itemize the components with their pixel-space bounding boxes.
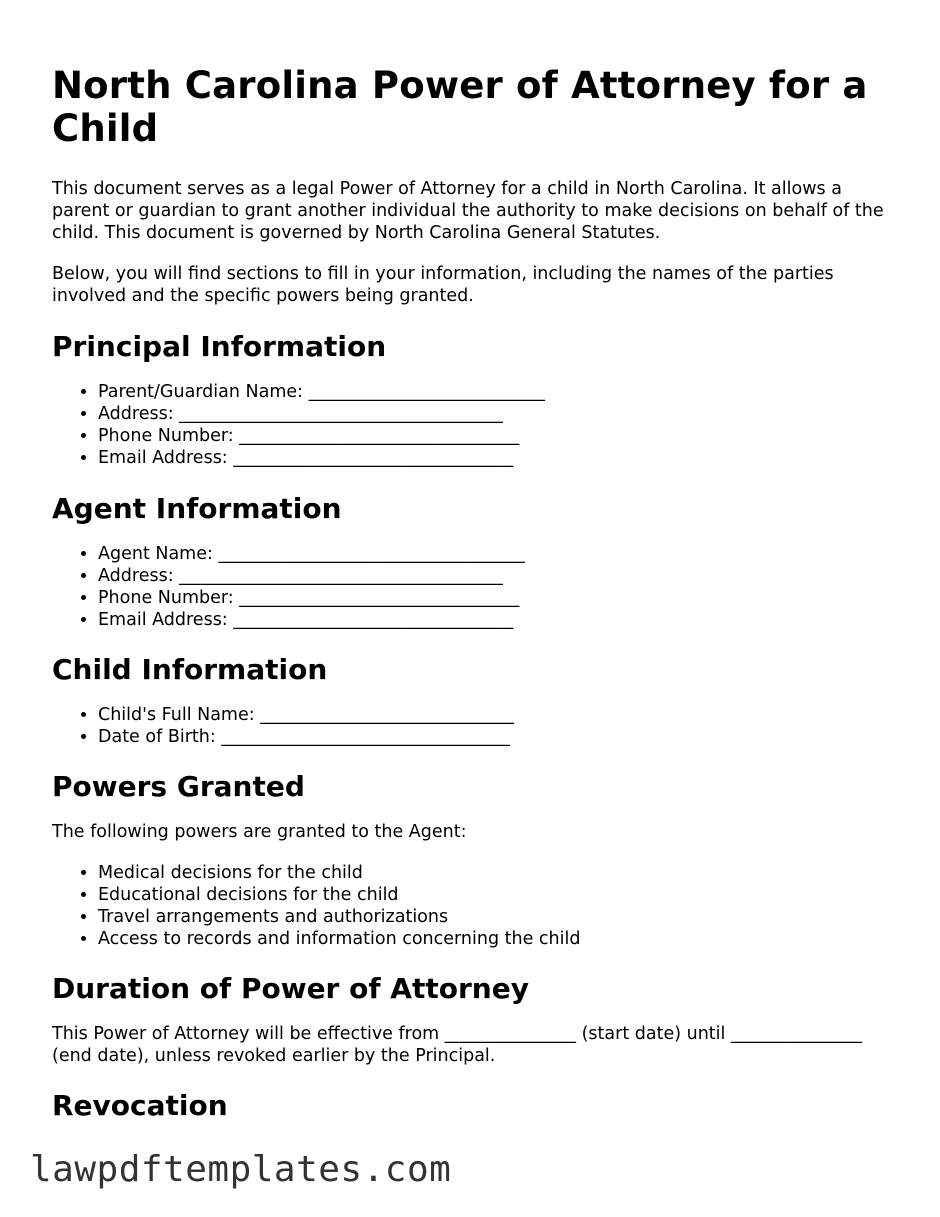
- parent-guardian-name-field: • Parent/Guardian Name: ___________________________: [98, 381, 902, 403]
- principal-email-field: • Email Address: ________________________________: [98, 447, 902, 469]
- intro-paragraph-2: Below, you will find sections to fill in your information, including the names of the parties involved and the specific powers being granted.: [52, 264, 834, 306]
- agent-phone-field: • Phone Number: ________________________________: [98, 587, 902, 609]
- agent-address-field: • Address: _____________________________________: [98, 565, 902, 587]
- power-item-travel: • Travel arrangements and authorizations: [98, 906, 902, 928]
- duration-section: [52, 972, 902, 1067]
- intro-paragraph-1: This document serves as a legal Power of Attorney for a child in North Carolina. It allows a parent or guardian to grant another individual the authority to make decisions on behalf of the child. This document is governed by North Carolina General Statutes.: [52, 179, 884, 243]
- document-page: [52, 64, 902, 1140]
- child-full-name-field: • Child's Full Name: _____________________________: [98, 704, 902, 726]
- duration-heading: Duration of Power of Attorney: [52, 972, 529, 1005]
- revocation-section: [52, 1089, 902, 1123]
- power-item-educational: • Educational decisions for the child: [98, 884, 902, 906]
- child-heading: Child Information: [52, 653, 328, 686]
- principal-heading: Principal Information: [52, 330, 387, 363]
- principal-list: [52, 381, 902, 469]
- child-section: [52, 653, 902, 748]
- powers-section: [52, 770, 902, 950]
- child-list: [52, 704, 902, 748]
- powers-intro: The following powers are granted to the Agent:: [52, 822, 467, 842]
- principal-phone-field: • Phone Number: ________________________________: [98, 425, 902, 447]
- powers-heading: Powers Granted: [52, 770, 305, 803]
- agent-section: [52, 492, 902, 631]
- agent-email-field: • Email Address: ________________________________: [98, 609, 902, 631]
- watermark: lawpdftemplates.com: [30, 1149, 452, 1190]
- powers-list: [52, 862, 902, 950]
- agent-list: [52, 543, 902, 631]
- duration-text: This Power of Attorney will be effective from _______________ (start date) until _______________ (end date), unless revoked earlier by the Principal.: [52, 1024, 863, 1066]
- revocation-heading: Revocation: [52, 1089, 228, 1122]
- principal-section: [52, 330, 902, 469]
- child-date-of-birth-field: • Date of Birth: _________________________________: [98, 726, 902, 748]
- principal-address-field: • Address: _____________________________________: [98, 403, 902, 425]
- agent-heading: Agent Information: [52, 492, 342, 525]
- power-item-records: • Access to records and information concerning the child: [98, 928, 902, 950]
- agent-name-field: • Agent Name: ___________________________________: [98, 543, 902, 565]
- power-item-medical: • Medical decisions for the child: [98, 862, 902, 884]
- document-title: North Carolina Power of Attorney for a Child: [52, 64, 868, 150]
